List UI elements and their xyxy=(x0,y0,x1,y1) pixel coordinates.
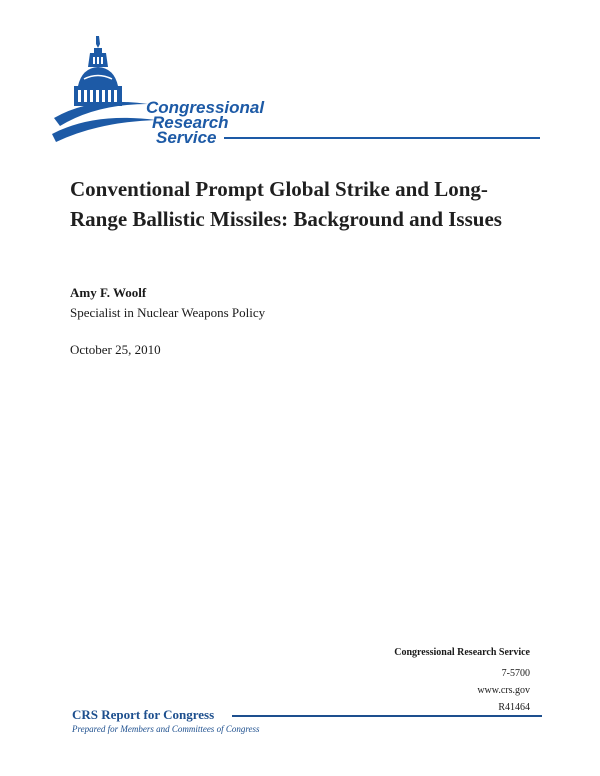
logo-line-research: Research xyxy=(152,113,229,132)
contact-phone: 7-5700 xyxy=(501,668,530,679)
author-role: Specialist in Nuclear Weapons Policy xyxy=(70,305,266,320)
logo-rule xyxy=(224,137,540,139)
report-number: R41464 xyxy=(498,702,530,713)
logo-line-service: Service xyxy=(156,128,217,147)
report-date: October 25, 2010 xyxy=(70,342,161,357)
footer-rule xyxy=(232,715,542,717)
footer-subtitle: Prepared for Members and Committees of Congress xyxy=(72,724,260,734)
crs-logo xyxy=(52,34,552,149)
logo-line-congressional: Congressional xyxy=(146,98,265,117)
author-name: Amy F. Woolf xyxy=(70,285,147,300)
contact-block xyxy=(394,644,530,716)
contact-organization: Congressional Research Service xyxy=(394,647,530,658)
contact-website[interactable]: www.crs.gov xyxy=(477,685,530,696)
report-title: Conventional Prompt Global Strike and Long-Range Ballistic Missiles: Background and Issues xyxy=(70,177,502,231)
footer-title: CRS Report for Congress xyxy=(72,707,215,722)
